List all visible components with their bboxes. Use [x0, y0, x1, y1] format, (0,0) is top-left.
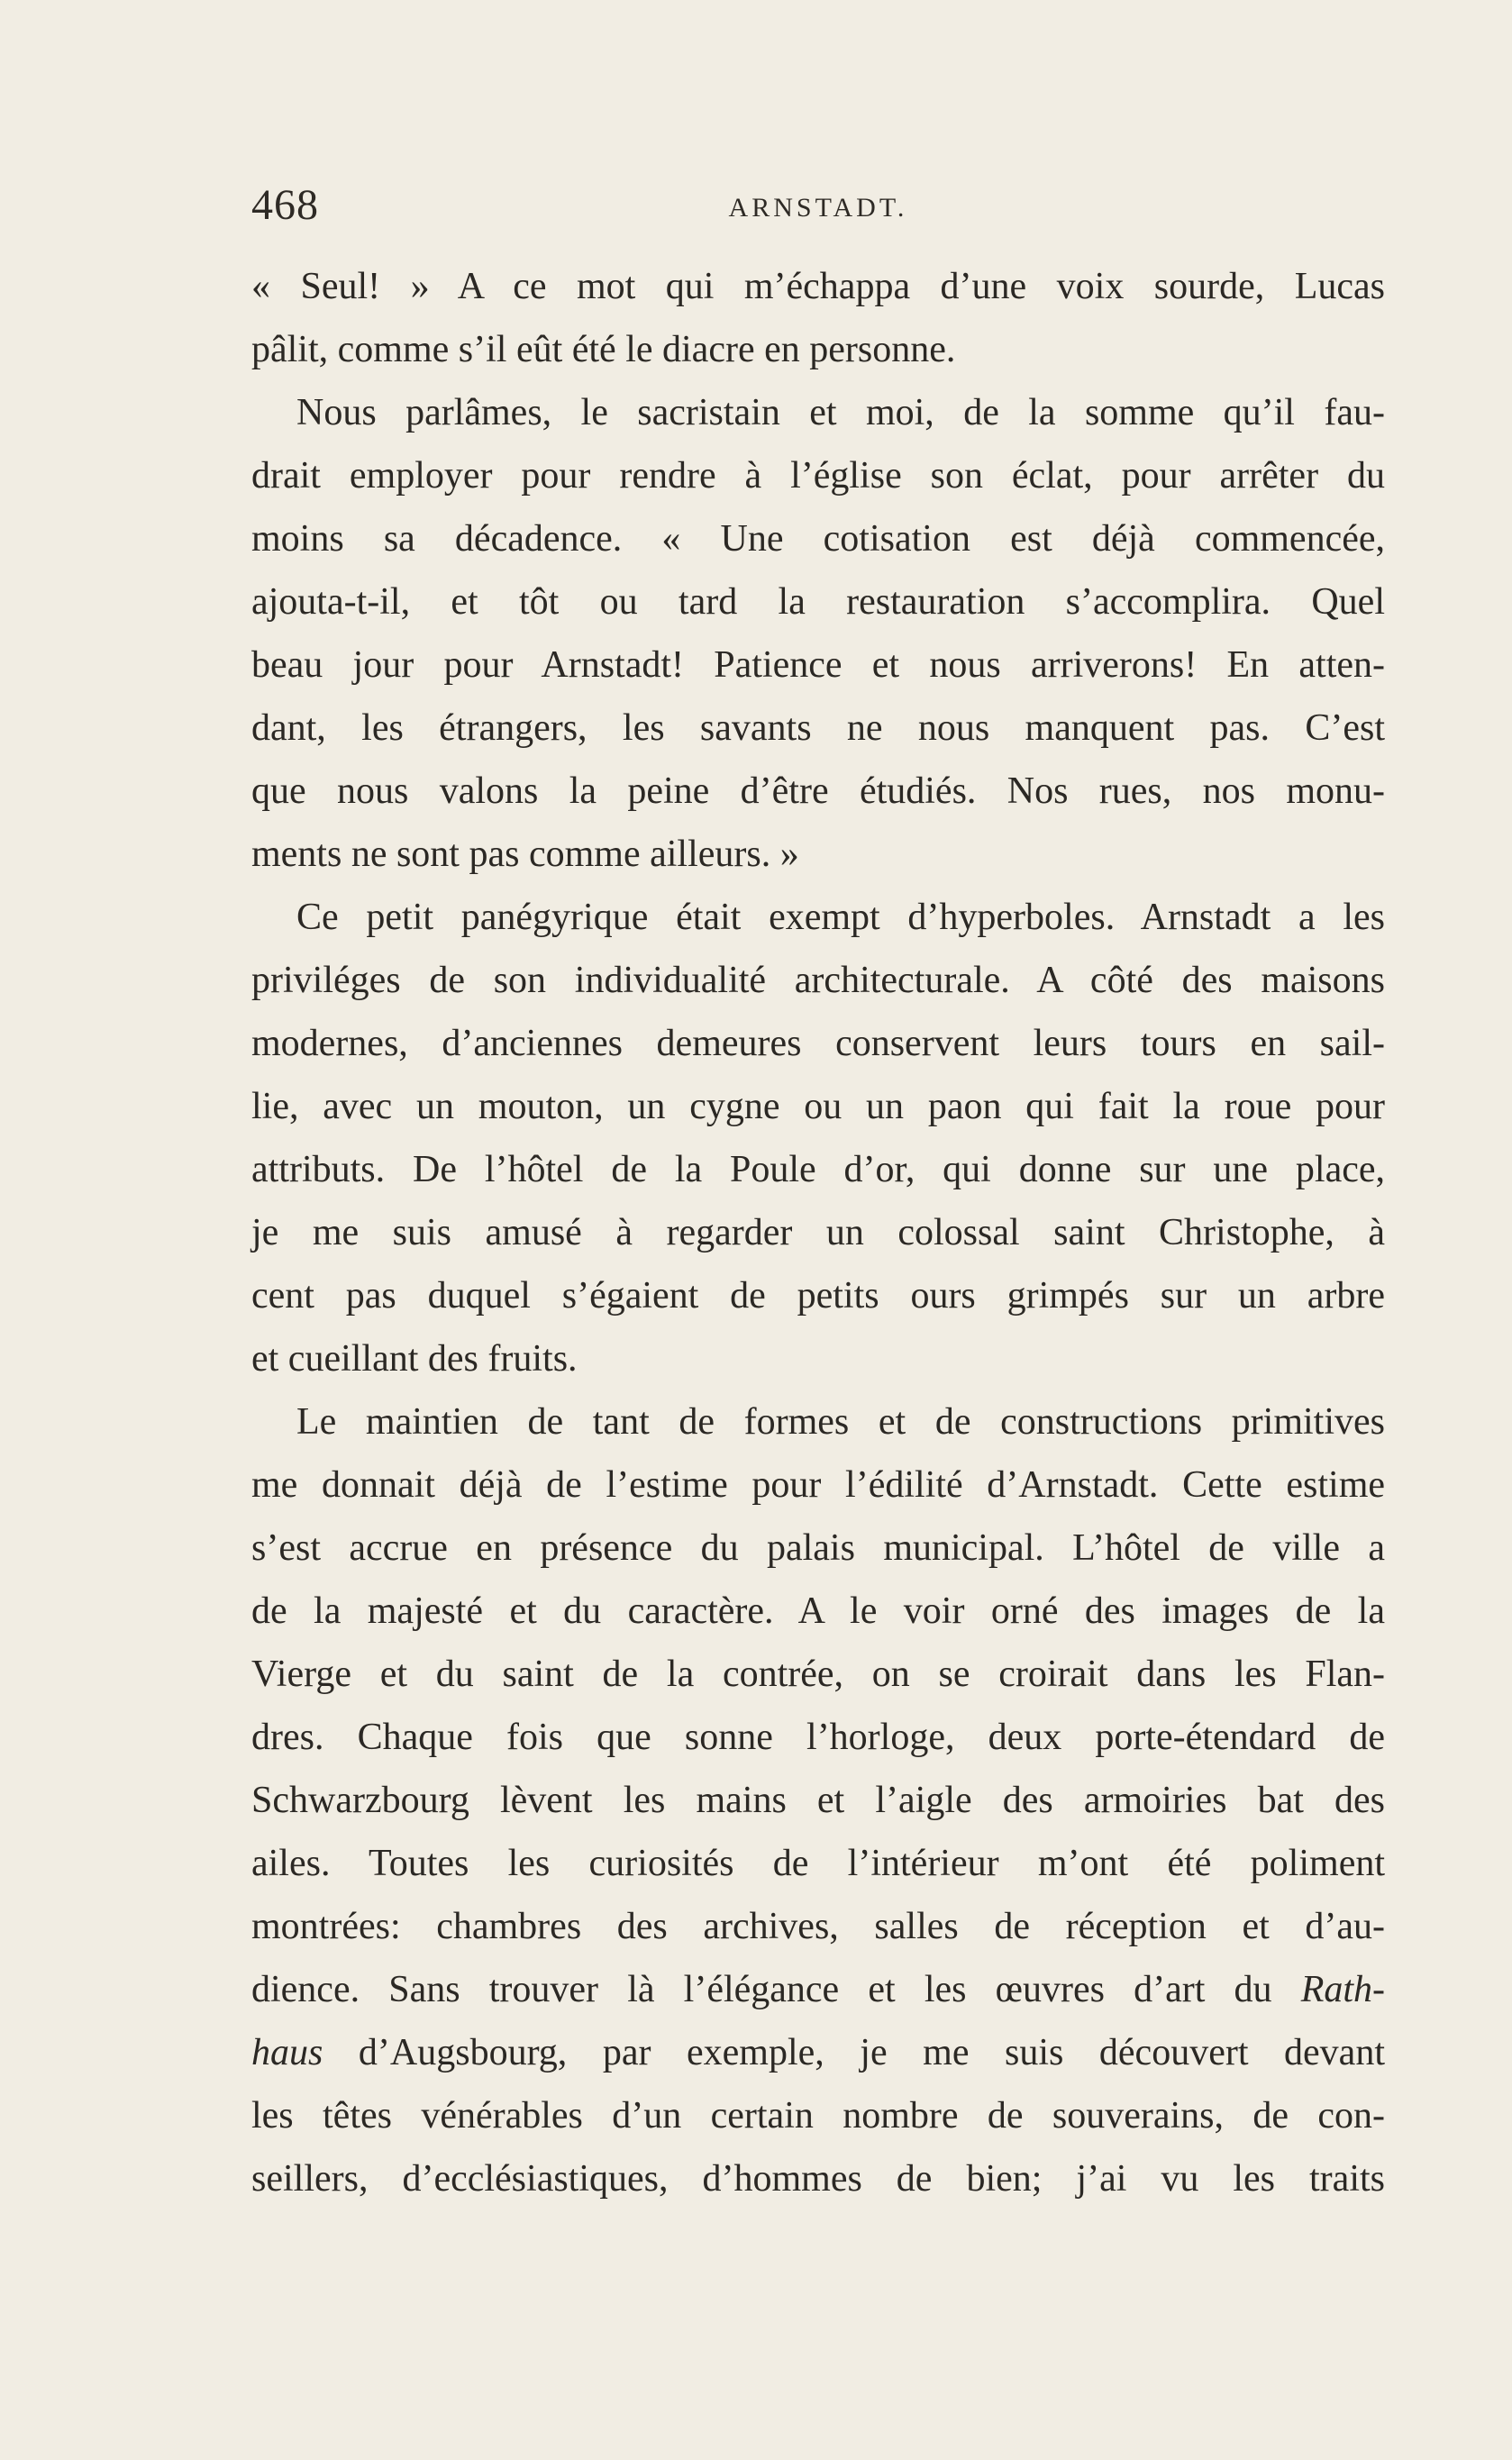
italic-word: haus: [251, 2032, 323, 2073]
text-line: Nous parlâmes, le sacristain et moi, de la somme qu’il fau-: [296, 392, 1385, 433]
text-line: « Seul! » A ce mot qui m’échappa d’une voix sourde, Lucas: [251, 266, 1385, 307]
text-line: Ce petit panégyrique était exempt d’hyperboles. Arnstadt a les: [296, 897, 1385, 938]
text-segment: d’Augsbourg, par exemple, je me suis découvert devant: [323, 2032, 1385, 2073]
text-line: seillers, d’ecclésiastiques, d’hommes de bien; j’ai vu les traits: [251, 2158, 1385, 2200]
italic-word: Rath-: [1300, 1969, 1385, 2010]
text-line: dres. Chaque fois que sonne l’horloge, deux porte-étendard de: [251, 1717, 1385, 1758]
text-line: moins sa décadence. « Une cotisation est déjà commencée,: [251, 518, 1385, 560]
text-line: ailes. Toutes les curiosités de l’intérieur m’ont été poliment: [251, 1843, 1385, 1884]
text-line: dant, les étrangers, les savants ne nous manquent pas. C’est: [251, 707, 1385, 749]
text-line: s’est accrue en présence du palais municipal. L’hôtel de ville a: [251, 1527, 1385, 1569]
text-line: montrées: chambres des archives, salles de réception et d’au-: [251, 1906, 1385, 1947]
text-line: ajouta-t-il, et tôt ou tard la restauration s’accomplira. Quel: [251, 581, 1385, 623]
text-line: que nous valons la peine d’être étudiés. Nos rues, nos monu-: [251, 770, 1385, 812]
text-line: Vierge et du saint de la contrée, on se croirait dans les Flan-: [251, 1654, 1385, 1695]
page-header: [251, 180, 1385, 234]
text-line: pâlit, comme s’il eût été le diacre en personne.: [251, 329, 956, 370]
body-text: [251, 255, 1385, 2210]
text-line: me donnait déjà de l’estime pour l’édilité d’Arnstadt. Cette estime: [251, 1464, 1385, 1506]
text-segment: dience. Sans trouver là l’élégance et les œuvres d’art du: [251, 1969, 1272, 2010]
text-line: Le maintien de tant de formes et de constructions primitives: [296, 1401, 1385, 1443]
text-line: Schwarzbourg lèvent les mains et l’aigle des armoiries bat des: [251, 1780, 1385, 1821]
page-number: 468: [251, 181, 319, 229]
text-line: attributs. De l’hôtel de la Poule d’or, qui donne sur une place,: [251, 1149, 1385, 1190]
text-line: cent pas duquel s’égaient de petits ours grimpés sur un arbre: [251, 1275, 1385, 1317]
text-line: je me suis amusé à regarder un colossal saint Christophe, à: [251, 1212, 1385, 1253]
text-line: lie, avec un mouton, un cygne ou un paon qui fait la roue pour: [251, 1086, 1385, 1127]
text-line: [251, 2021, 1385, 2084]
text-line: modernes, d’anciennes demeures conservent leurs tours en sail-: [251, 1023, 1385, 1064]
text-line: et cueillant des fruits.: [251, 1338, 578, 1380]
text-line: les têtes vénérables d’un certain nombre de souverains, de con-: [251, 2095, 1385, 2137]
text-line: priviléges de son individualité architecturale. A côté des maisons: [251, 960, 1385, 1001]
text-line: ments ne sont pas comme ailleurs. »: [251, 834, 799, 875]
text-line: de la majesté et du caractère. A le voir orné des images de la: [251, 1590, 1385, 1632]
running-title: ARNSTADT.: [728, 193, 908, 223]
text-line: [251, 1958, 1385, 2021]
text-line: beau jour pour Arnstadt! Patience et nous arriverons! En atten-: [251, 644, 1385, 686]
text-line: drait employer pour rendre à l’église son éclat, pour arrêter du: [251, 455, 1385, 497]
